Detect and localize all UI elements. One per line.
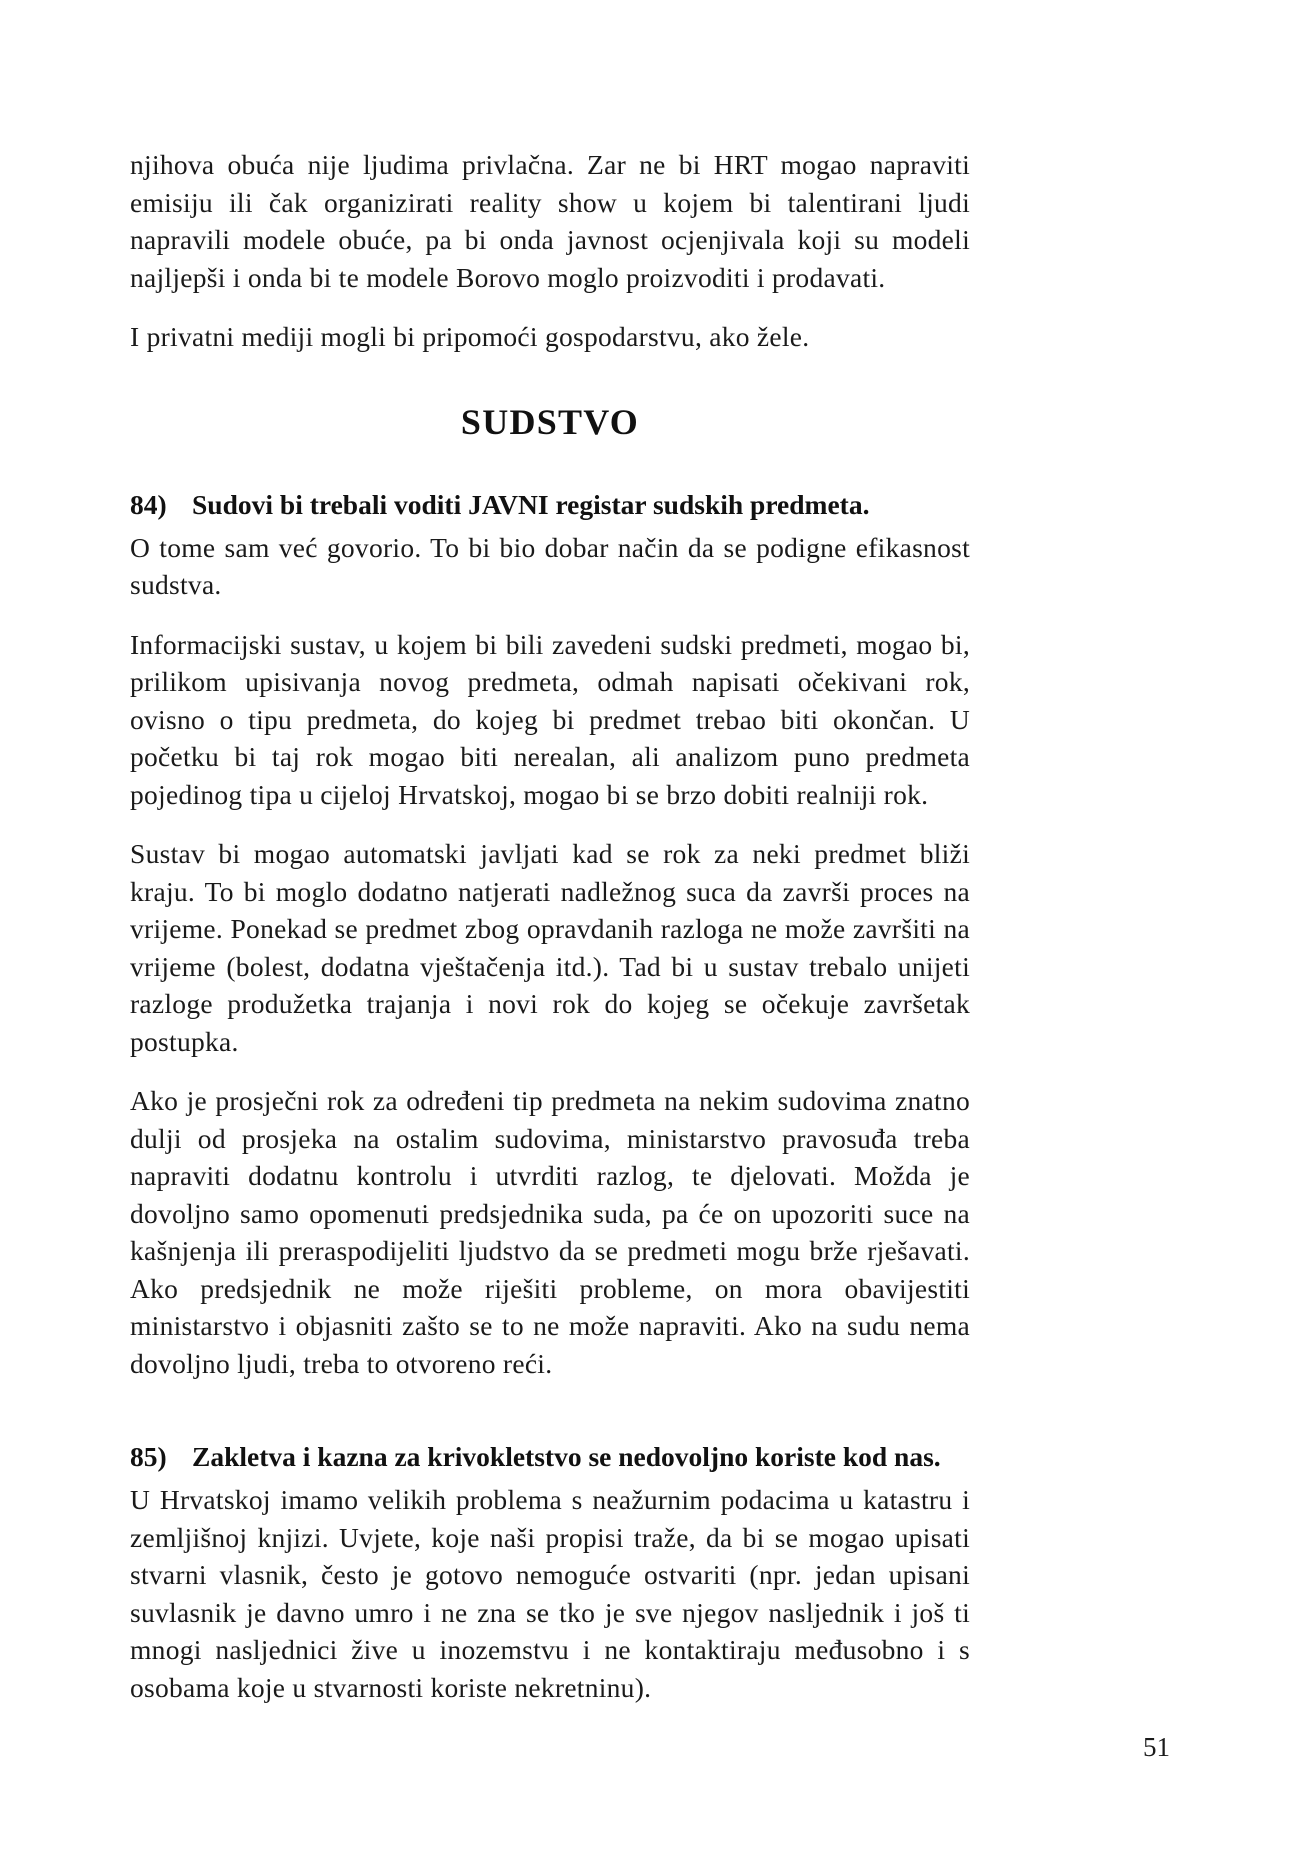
item-heading-84 xyxy=(130,486,970,523)
page-content xyxy=(130,146,970,1706)
item-85-paragraph-1: U Hrvatskoj imamo velikih problema s neažurnim podacima u katastru i zemljišnoj knjizi. Uvjete, koje naši propisi traže, da bi se mogao upisati stvarni vlasnik, često je gotovo nemoguće ostvariti (npr. jedan upisani suvlasnik je davno umro i ne zna se tko je sve njegov nasljednik i još ti mnogi nasljednici žive u inozemstvu i ne kontaktiraju međusobno i s osobama koje u stvarnosti koriste nekretninu). xyxy=(130,1484,970,1703)
item-number-85: 85) xyxy=(130,1441,167,1472)
item-title-84: Sudovi bi trebali voditi JAVNI registar sudskih predmeta. xyxy=(192,488,870,520)
item-84-paragraph-4: Ako je prosječni rok za određeni tip predmeta na nekim sudovima znatno dulji od prosjeka na ostalim sudovima, ministarstvo pravosuđa treba napraviti dodatnu kontrolu i utvrditi razlog, te djelovati. Možda je dovoljno samo opomenuti predsjednika suda, pa će on upozoriti suce na kašnjenja ili preraspodijeliti ljudstvo da se predmeti mogu brže rješavati. Ako predsjednik ne može riješiti probleme, on mora obavijestiti ministarstvo i objasniti zašto se to ne može napraviti. Ako na sudu nema dovoljno ljudi, treba to otvoreno reći. xyxy=(130,1085,970,1379)
item-84-paragraph-3: Sustav bi mogao automatski javljati kad se rok za neki predmet bliži kraju. To bi moglo dodatno natjerati nadležnog suca da završi proces na vrijeme. Ponekad se predmet zbog opravdanih razloga ne može završiti na vrijeme (bolest, dodatna vještačenja itd.). Tad bi u sustav trebalo unijeti razloge produžetka trajanja i novi rok do kojeg se očekuje završetak postupka. xyxy=(130,838,970,1057)
item-title-85: Zakletva i kazna za krivokletstvo se nedovoljno koriste kod nas. xyxy=(192,1441,941,1472)
item-number-84: 84) xyxy=(130,488,167,520)
section-heading-sudstvo: SUDSTVO xyxy=(460,401,640,442)
paragraph-private-media: I privatni mediji mogli bi pripomoći gospodarstvu, ako žele. xyxy=(130,321,810,352)
item-84-paragraph-1: O tome sam već govorio. To bi bio dobar način da se podigne efikasnost sudstva. xyxy=(130,531,970,600)
page-number: 51 xyxy=(1143,1732,1170,1762)
paragraph-intro-continued: njihova obuća nije ljudima privlačna. Zar ne bi HRT mogao napraviti emisiju ili čak organizirati reality show u kojem bi talentirani ljudi napravili modele obuće, pa bi onda javnost ocjenjivala koji su modeli najljepši i onda bi te modele Borovo moglo proizvoditi i prodavati. xyxy=(130,149,970,293)
item-84-paragraph-2: Informacijski sustav, u kojem bi bili zavedeni sudski predmeti, mogao bi, prilikom upisivanja novog predmeta, odmah napisati očekivani rok, ovisno o tipu predmeta, do kojeg bi predmet trebao biti okončan. U početku bi taj rok mogao biti nerealan, ali analizom puno predmeta pojedinog tipa u cijeloj Hrvatskoj, mogao bi se brzo dobiti realniji rok. xyxy=(130,628,970,810)
section-spacer xyxy=(130,1404,970,1438)
item-heading-85 xyxy=(130,1438,970,1475)
